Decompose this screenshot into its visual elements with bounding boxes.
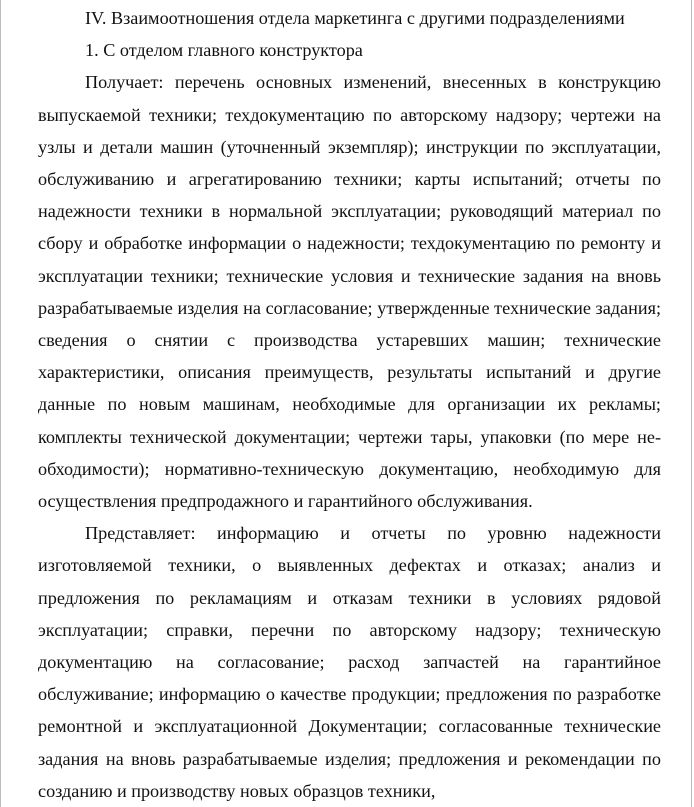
- paragraph-provides: Представляет: информацию и отчеты по уровню надежности изготовляемой техники, о выявленных дефектах и отказах; анализ и предложения по рекламациям и отказам техники в условиях рядовой эксплуатации; справки, перечни по авторскому надзору; техническую документацию на согласование; расход запчастей на гарантийное обслуживание; информацию о качестве продукции; предложения по разработке ремонтной и эксплуатационной Документации; согласованные технические задания на вновь разрабатываемые изделия; предложения и рекомендации по созданию и производству новых образцов техники,: [38, 523, 661, 801]
- paragraph-receives: Получает: перечень основных изменений, внесенных в конструкцию выпускаемой техники; техдокументацию по авторскому надзору; чертежи на узлы и детали машин (уточненный экземпляр); инструкции по эксплуатации, обслуживанию и агрегатированию техники; карты испытаний; отчеты по надежности техники в нормальной эксплуатации; руководящий материал по сбору и обработке информации о надежности; техдокументацию по ремонту и эксплуатации техники; технические условия и технические задания на вновь разрабатываемые изделия на согласование; утвержденные технические задания; сведения о снятии с производства устаревших машин; технические характеристики, описания преимуществ, результаты испытаний и другие данные по новым машинам, необходимые для организации их рекламы; комплекты технической документации; чертежи тары, упаковки (по мере необходимости); нормативно-техническую документацию, необходимую для осуществления предпродажного и гарантийного обслуживания.: [38, 72, 661, 512]
- subsection-heading: 1. С отделом главного конструктора: [85, 40, 363, 61]
- document-body: [38, 2, 661, 807]
- section-heading: IV. Взаимоотношения отдела маркетинга с другими подразделениями: [85, 8, 625, 28]
